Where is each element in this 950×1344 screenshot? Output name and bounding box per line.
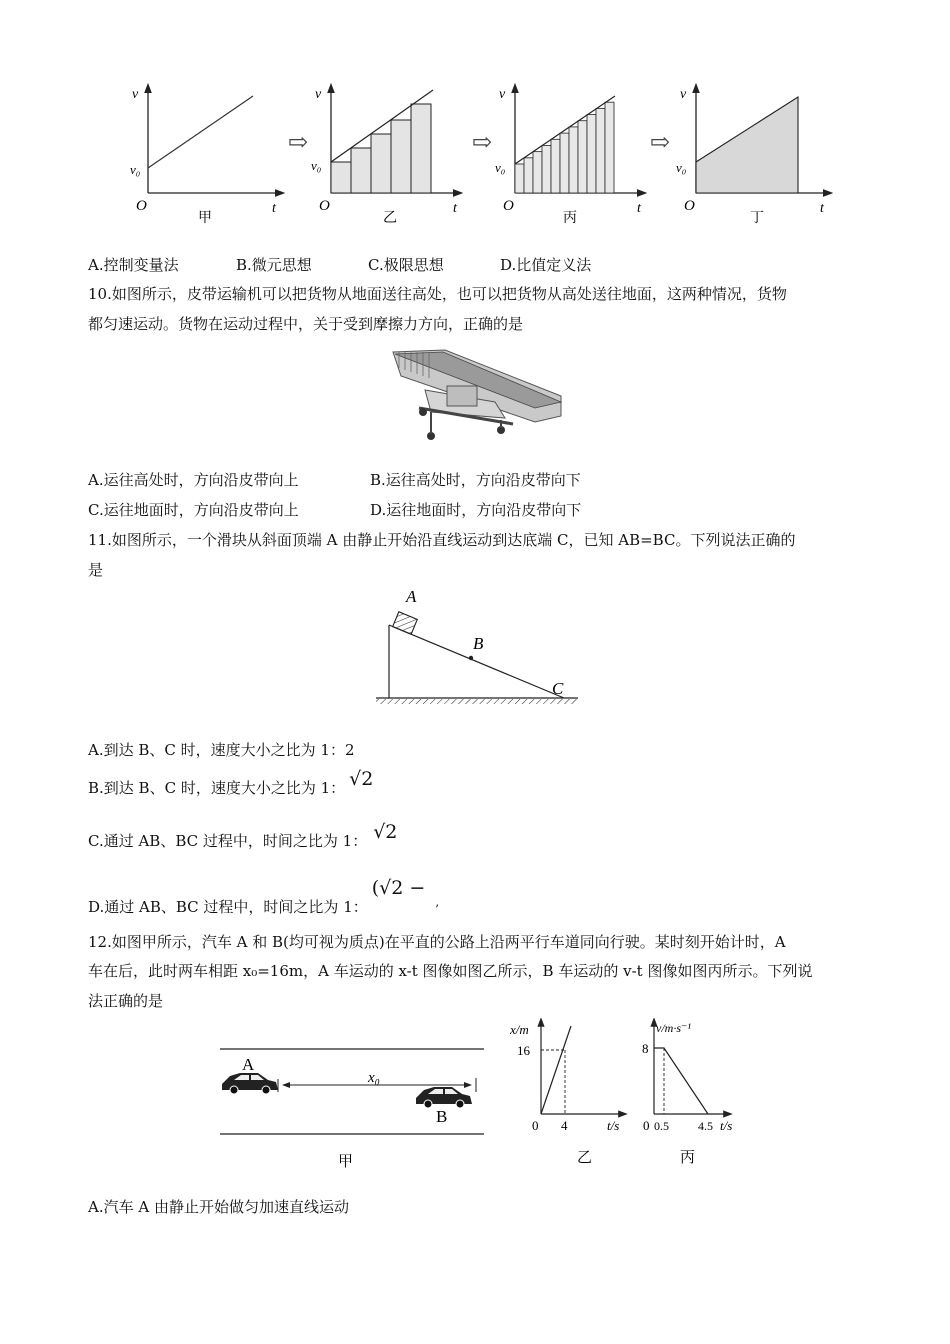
x-axis-label: t/s (720, 1118, 733, 1133)
figure-yi-xt-graph (505, 1018, 630, 1168)
origin-label: O (319, 198, 330, 214)
step-bars (331, 104, 431, 193)
fine-bar (515, 164, 524, 193)
graph-bing (495, 87, 642, 226)
origin-label: 0 (532, 1118, 539, 1133)
graph-caption: 乙 (383, 211, 397, 226)
axis-v-label: v (132, 87, 139, 102)
axis-t-label: t (637, 201, 641, 216)
graph-jia (130, 87, 280, 226)
graph-caption: 丙 (563, 211, 577, 226)
axis-v-label: v (680, 87, 687, 102)
fine-bar (542, 145, 551, 193)
q10-stem-line2: 都匀速运动。货物在运动过程中，关于受到摩擦力方向，正确的是 (88, 315, 524, 333)
q11-option-b (88, 768, 374, 798)
car-a-label: A (242, 1055, 255, 1074)
q11-option-c (88, 821, 398, 851)
conveyor-belt-image (385, 346, 565, 446)
q11-stem-line2: 是 (88, 561, 104, 579)
option-text: B.到达 B、C 时，速度大小之比为 1： (88, 779, 346, 797)
velocity-graphs-row (110, 80, 850, 230)
vt-line (654, 1048, 708, 1114)
y-tick-8: 8 (642, 1041, 649, 1056)
y-tick-16: 16 (517, 1043, 530, 1058)
q9-option-c: C.极限思想 (368, 256, 444, 274)
label-a: A (406, 587, 417, 606)
sqrt-expression: √2 (349, 768, 374, 790)
area-under-curve (696, 97, 798, 193)
origin-label: 0 (643, 1118, 650, 1133)
fine-bar (533, 152, 542, 193)
arrow-icon: ⇨ (472, 130, 493, 156)
xt-line (541, 1026, 571, 1114)
fine-bar (569, 127, 578, 193)
x-axis-label: t/s (607, 1118, 620, 1133)
q10-options-row1 (88, 470, 581, 490)
point-b (469, 656, 473, 660)
fine-bar (596, 108, 605, 193)
q12-stem-line1: 12.如图甲所示，汽车 A 和 B(均可视为质点)在平直的公路上沿两平行车道同向行驶。某时刻开始计时，A (88, 933, 786, 951)
x-tick-4: 4 (561, 1118, 568, 1133)
graph-caption: 丁 (750, 211, 764, 226)
fine-bar (560, 133, 569, 193)
slider-block (393, 612, 418, 634)
figure-bing-vt-graph (636, 1018, 748, 1168)
q10-option-c: C.运往地面时，方向沿皮带向上 (88, 501, 299, 519)
axis-t-label: t (820, 201, 824, 216)
x-tick-4-5: 4.5 (698, 1119, 713, 1133)
car-b-label: B (436, 1107, 448, 1126)
option-text: C.通过 AB、BC 过程中，时间之比为 1： (88, 832, 368, 850)
caption-bing: 丙 (680, 1150, 696, 1166)
axis-v-label: v (499, 87, 506, 102)
q12-stem-line2: 车在后，此时两车相距 x₀=16m，A 车运动的 x-t 图像如图乙所示，B 车运动的 v-t 图像如图丙所示。下列说 (88, 962, 813, 980)
fine-bar (605, 102, 614, 193)
fine-bar (587, 115, 596, 193)
graph-yi (311, 87, 458, 226)
arrow-icon: ⇨ (288, 130, 309, 156)
q12-stem-line3: 法正确的是 (88, 992, 164, 1010)
v-t-line (148, 96, 253, 168)
q11-stem-line1: 11.如图所示，一个滑块从斜面顶端 A 由静止开始沿直线运动到达底端 C，已知 AB=BC。下列说法正确的 (88, 531, 796, 549)
q9-option-a: A.控制变量法 (88, 256, 179, 274)
q10-option-b: B.运往高处时，方向沿皮带向下 (370, 471, 581, 489)
origin-label: O (684, 198, 695, 214)
q10-option-a: A.运往高处时，方向沿皮带向上 (88, 471, 299, 489)
sqrt-expression: √2 (373, 821, 398, 843)
arrow-icon: ⇨ (650, 130, 671, 156)
car-a (222, 1073, 278, 1094)
q11-option-d: D.通过 AB、BC 过程中，时间之比为 1：(√2 −, (88, 877, 440, 916)
v0-label: v₀ (676, 160, 687, 175)
q10-stem-line1: 10.如图所示，皮带运输机可以把货物从地面送往高处，也可以把货物从高处送往地面，这两种情况，货物 (88, 285, 787, 303)
label-b: B (473, 634, 484, 653)
q12-option-a: A.汽车 A 由静止开始做匀加速直线运动 (88, 1198, 349, 1216)
option-text: D.通过 AB、BC 过程中，时间之比为 1： (88, 898, 368, 916)
q10-option-d: D.运往地面时，方向沿皮带向下 (370, 501, 582, 519)
fine-bar (578, 121, 587, 193)
v0-label: v₀ (311, 158, 322, 173)
caption-jia: 甲 (338, 1154, 354, 1170)
x0-label: x₀ (368, 1070, 380, 1086)
fine-step-bars (515, 102, 614, 193)
caption-yi: 乙 (577, 1150, 593, 1166)
x-tick-0-5: 0.5 (654, 1119, 669, 1133)
graph-ding (676, 87, 828, 226)
axis-t-label: t (453, 201, 457, 216)
q11-option-a (88, 740, 355, 760)
fine-bar (551, 139, 560, 193)
origin-label: O (503, 198, 514, 214)
fine-bar (524, 158, 533, 193)
figure-jia-road (214, 1042, 489, 1172)
origin-label: O (136, 198, 147, 214)
label-c: C (552, 679, 564, 698)
v0-label: v₀ (130, 162, 141, 177)
q10-options-row2 (88, 500, 581, 520)
q9-options (88, 255, 591, 275)
car-b (416, 1087, 472, 1108)
y-axis-label: v/m·s⁻¹ (656, 1021, 691, 1035)
axis-v-label: v (315, 87, 322, 102)
sqrt-expression: (√2 − (371, 877, 426, 899)
axis-t-label: t (272, 201, 276, 216)
q9-option-d: D.比值定义法 (500, 256, 592, 274)
q9-option-b: B.微元思想 (236, 256, 312, 274)
v0-label: v₀ (495, 160, 506, 175)
option-text: A.到达 B、C 时，速度大小之比为 1：2 (88, 741, 355, 759)
graph-caption: 甲 (198, 211, 212, 226)
incline-figure (372, 585, 584, 710)
y-axis-label: x/m (510, 1022, 529, 1037)
